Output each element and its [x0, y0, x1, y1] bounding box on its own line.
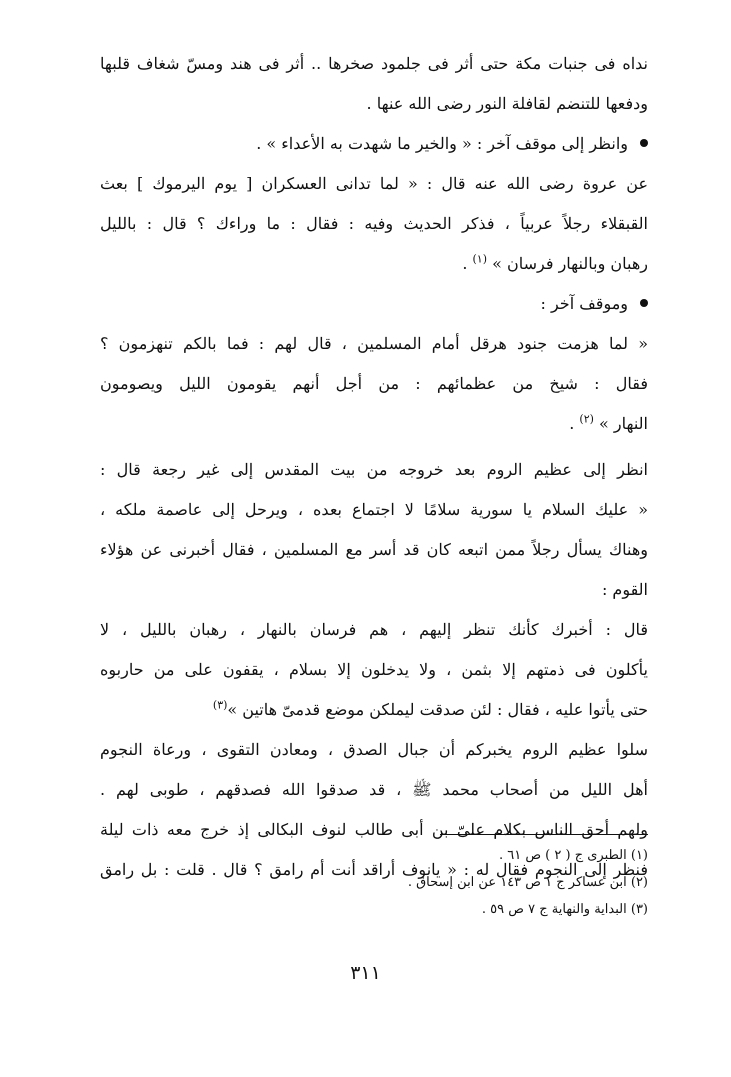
text-line: انظر إلى عظيم الروم بعد خروجه من بيت المقدس إلى غير رجعة قال :: [100, 460, 648, 479]
footnote-ref: (١): [472, 252, 487, 266]
quote-text: النهار »: [599, 414, 648, 433]
text-line: ولهم أحق الناس بكلام علىّ بن أبى طالب لنوف البكالى إذ خرج معه ذات ليلة: [100, 820, 648, 839]
text-line: عن عروة رضى الله عنه قال : « لما تدانى العسكران [ يوم اليرموك ] بعث: [100, 174, 648, 193]
text-line: [100, 690, 648, 730]
bullet-line: [100, 124, 648, 164]
text-line: « لما هزمت جنود هرقل أمام المسلمين ، قال لهم : فما بالكم تنهزمون ؟: [100, 334, 648, 353]
bullet-icon: [640, 299, 648, 307]
bullet-text: وانظر إلى موقف آخر : « والخير ما شهدت به الأعداء » .: [256, 134, 628, 153]
bullet-text: وموقف آخر :: [540, 294, 628, 313]
text-line: النهار » $^{(٢)}$ .: [569, 412, 648, 433]
quote-text: حتى يأتوا عليه ، فقال : لئن صدقت ليملكن موضع قدمىّ هاتين »: [227, 700, 648, 719]
footnote: (١) الطبرى ج ( ٢ ) ص ٦١ .: [498, 848, 648, 863]
quote-text: رهبان وبالنهار فرسان »: [492, 254, 648, 273]
text-line: القبقلاء رجلاً عربياً ، فذكر الحديث وفيه : فقال : ما وراءك ؟ قال : بالليل: [100, 214, 648, 233]
text-line: ودفعها للتنضم لقافلة النور رضى الله عنها .: [366, 94, 648, 113]
text-line: فنظر إلى النجوم فقال له : « يانوف أراقد أنت أم رامق ؟ قال . قلت : بل رامق: [100, 860, 648, 879]
text-line: رهبان وبالنهار فرسان » $^{(١)}$ .: [462, 252, 648, 273]
footnote: (٢) ابن عساكر ج ١ ص ١٤٣ عن ابن إسحاق .: [407, 875, 648, 890]
text-line: نداه فى جنبات مكة حتى أثر فى جلمود صخرها .. أثر فى هند ومسّ شغاف قلبها: [100, 54, 648, 73]
page-number: ٣١١: [350, 962, 381, 984]
text-line: القوم :: [601, 580, 648, 599]
text-line: سلوا عظيم الروم يخبركم أن جبال الصدق ، ومعادن التقوى ، ورعاة النجوم: [100, 740, 648, 759]
footnote: (٣) البداية والنهاية ج ٧ ص ٥٩ .: [481, 902, 648, 917]
footnote-ref: (٢): [579, 412, 594, 426]
footnote-divider: [440, 834, 648, 835]
text-line: وهناك يسأل رجلاً ممن اتبعه كان قد أسر مع المسلمين ، فقال أخبرنى عن هؤلاء: [100, 540, 648, 559]
text-line: أهل الليل من أصحاب محمد ﷺ ، قد صدقوا الله فصدقهم ، طوبى لهم .: [100, 780, 648, 799]
main-text: [100, 44, 648, 890]
footnotes: [300, 842, 648, 923]
text-line: يأكلون فى ذمتهم إلا بثمن ، ولا يدخلون إلا بسلام ، يقفون على من حاربوه: [100, 660, 648, 679]
text-line: فقال : شيخ من عظمائهم : من أجل أنهم يقومون الليل ويصومون: [100, 374, 648, 393]
text-line: قال : أخبرك كأنك تنظر إليهم ، هم فرسان بالنهار ، رهبان بالليل ، لا: [100, 620, 648, 639]
bullet-icon: [640, 139, 648, 147]
text-line: « عليك السلام يا سورية سلامًا لا اجتماع بعده ، ويرحل إلى عاصمة ملكه ،: [100, 500, 648, 519]
footnote-ref: (٣): [212, 698, 228, 712]
bullet-line: [100, 284, 648, 324]
